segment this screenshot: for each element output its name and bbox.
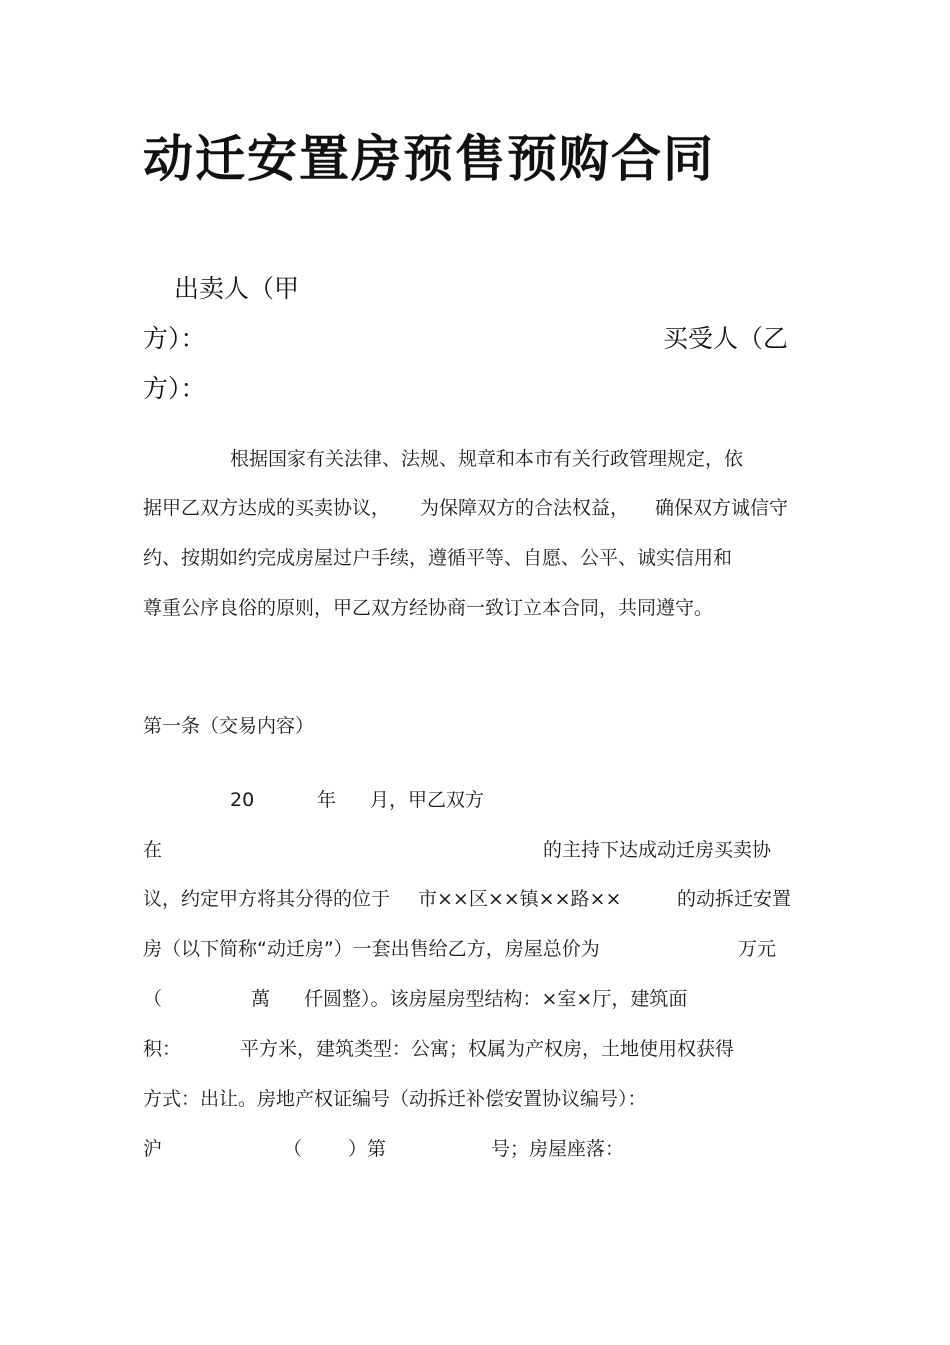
seller-label-line2: 方）： [143,324,206,353]
preamble-line-4: 尊重公序良俗的原则，甲乙双方经协商一致订立本合同，共同遵守。 [143,597,714,619]
article-1-year-prefix: 20 [230,789,255,811]
article-1-line-3a: 议，约定甲方将其分得的位于 [143,888,391,910]
article-1-line-8d: 号；房屋座落： [491,1138,625,1160]
article-1-line-6a: 积： [143,1038,182,1060]
article-1-line-5c: 仟圆整）。该房屋房型结构：×室×厅，建筑面 [304,988,688,1010]
article-1-host-prefix: 在 [143,839,163,861]
article-1-line-8c: ）第 [348,1138,387,1160]
article-1-line-6b: 平方米，建筑类型：公寓；权属为产权房，土地使用权获得 [240,1038,735,1060]
article-1-year: 年 [317,789,337,811]
article-1-line-3c: 的动拆迁安置 [677,888,792,910]
preamble-line-2a: 据甲乙双方达成的买卖协议， [143,497,391,519]
buyer-label-line2: 方）： [143,374,206,403]
preamble-line-2b: 为保障双方的合法权益， [420,497,630,519]
article-1-line-4a: 房（以下简称“动迁房”）一套出售给乙方，房屋总价为 [143,938,600,960]
article-1-line-8a: 沪 [143,1138,163,1160]
article-1-line-3b: 市××区××镇××路×× [418,888,622,910]
buyer-label-line1: 买受人（乙 [663,324,789,353]
preamble-line-3: 约、按期如约完成房屋过户手续，遵循平等、自愿、公平、诚实信用和 [143,547,733,569]
article-1-line-4b: 万元 [738,938,777,960]
article-1-line-8b: （ [283,1138,303,1160]
article-1-month: 月，甲乙双方 [370,789,485,811]
article-1-line-5b: 萬 [251,988,271,1010]
article-1-heading: 第一条（交易内容） [143,715,315,737]
article-1-line-5a: （ [143,988,163,1010]
article-1-line-7: 方式：出让。房地产权证编号（动拆迁补偿安置协议编号）： [143,1088,647,1110]
article-1-host-suffix: 的主持下达成动迁房买卖协 [543,839,772,861]
preamble-line-2c: 确保双方诚信守 [655,497,789,519]
seller-label-line1: 出卖人（甲 [174,274,300,303]
contract-title: 动迁安置房预售预购合同 [143,130,715,188]
preamble-line-1: 根据国家有关法律、法规、规章和本市有关行政管理规定，依 [230,448,744,470]
